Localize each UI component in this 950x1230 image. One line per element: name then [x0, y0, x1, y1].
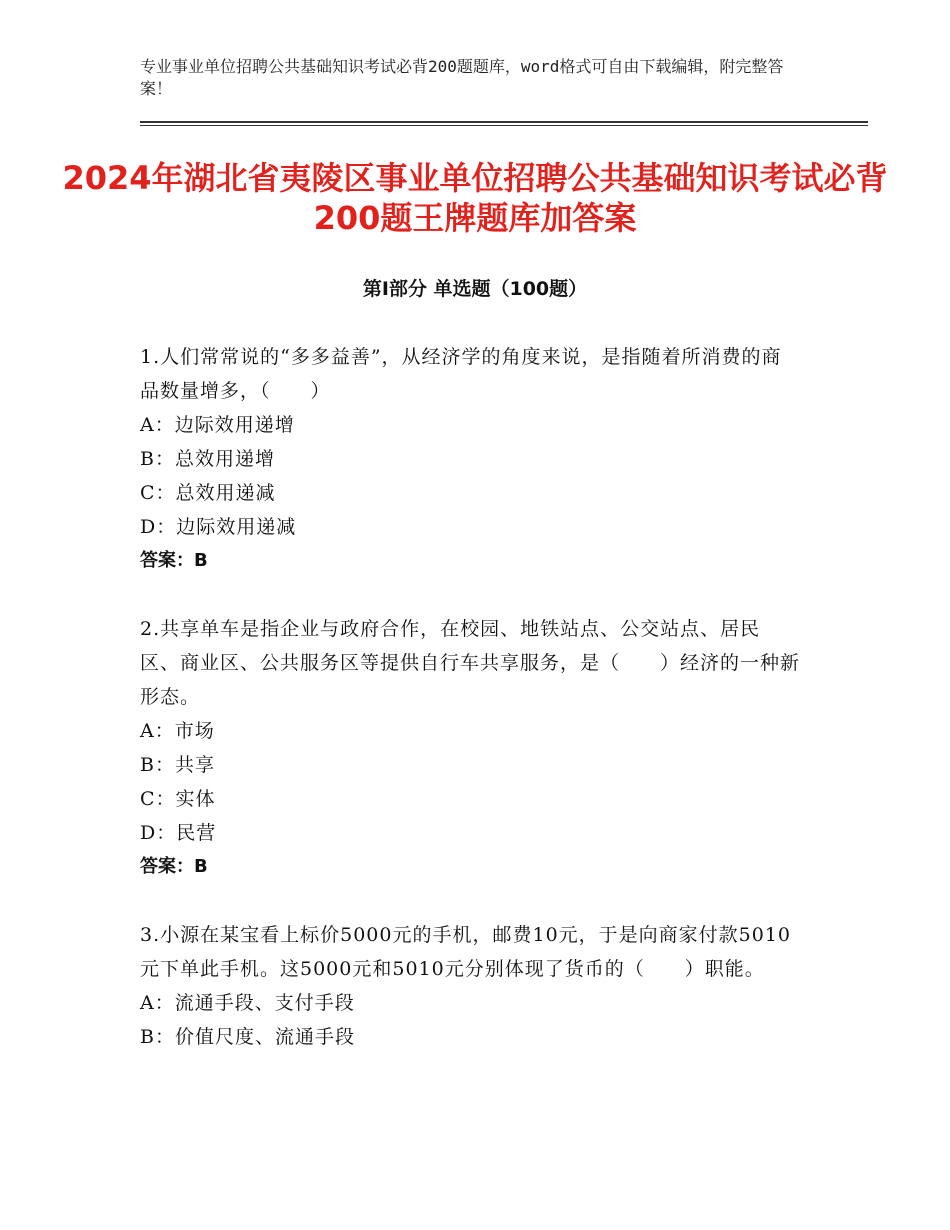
header-note: 专业事业单位招聘公共基础知识考试必背200题题库，word格式可自由下载编辑，附完整答案！ — [140, 57, 784, 98]
header-divider — [140, 121, 868, 126]
option-b: B：共享 — [140, 754, 215, 776]
section-title: 第Ⅰ部分 单选题（100题） — [362, 278, 588, 300]
option-d: D：民营 — [140, 822, 217, 844]
question-list — [140, 340, 800, 1088]
option-c: C：实体 — [140, 788, 216, 810]
question-stem: 3.小源在某宝看上标价5000元的手机，邮费10元，于是向商家付款5010元下单此手机。这5000元和5010元分别体现了货币的（ ）职能。 — [140, 924, 792, 980]
question-2 — [140, 612, 800, 884]
question-3 — [140, 918, 800, 1054]
option-b: B：总效用递增 — [140, 448, 275, 470]
option-c: C：总效用递减 — [140, 482, 276, 504]
option-b: B：价值尺度、流通手段 — [140, 1026, 355, 1048]
option-a: A：边际效用递增 — [140, 414, 295, 436]
page-title: 2024年湖北省夷陵区事业单位招聘公共基础知识考试必背200题王牌题库加答案 — [62, 159, 888, 237]
question-1 — [140, 340, 800, 578]
option-d: D：边际效用递减 — [140, 516, 297, 538]
option-a: A：流通手段、支付手段 — [140, 992, 355, 1014]
answer: 答案：B — [140, 550, 208, 571]
answer: 答案：B — [140, 856, 208, 877]
question-stem: 2.共享单车是指企业与政府合作，在校园、地铁站点、公交站点、居民区、商业区、公共服务区等提供自行车共享服务，是（ ）经济的一种新形态。 — [140, 618, 801, 708]
question-stem: 1.人们常常说的“多多益善”，从经济学的角度来说，是指随着所消费的商品数量增多，（ ） — [140, 346, 782, 402]
option-a: A：市场 — [140, 720, 215, 742]
